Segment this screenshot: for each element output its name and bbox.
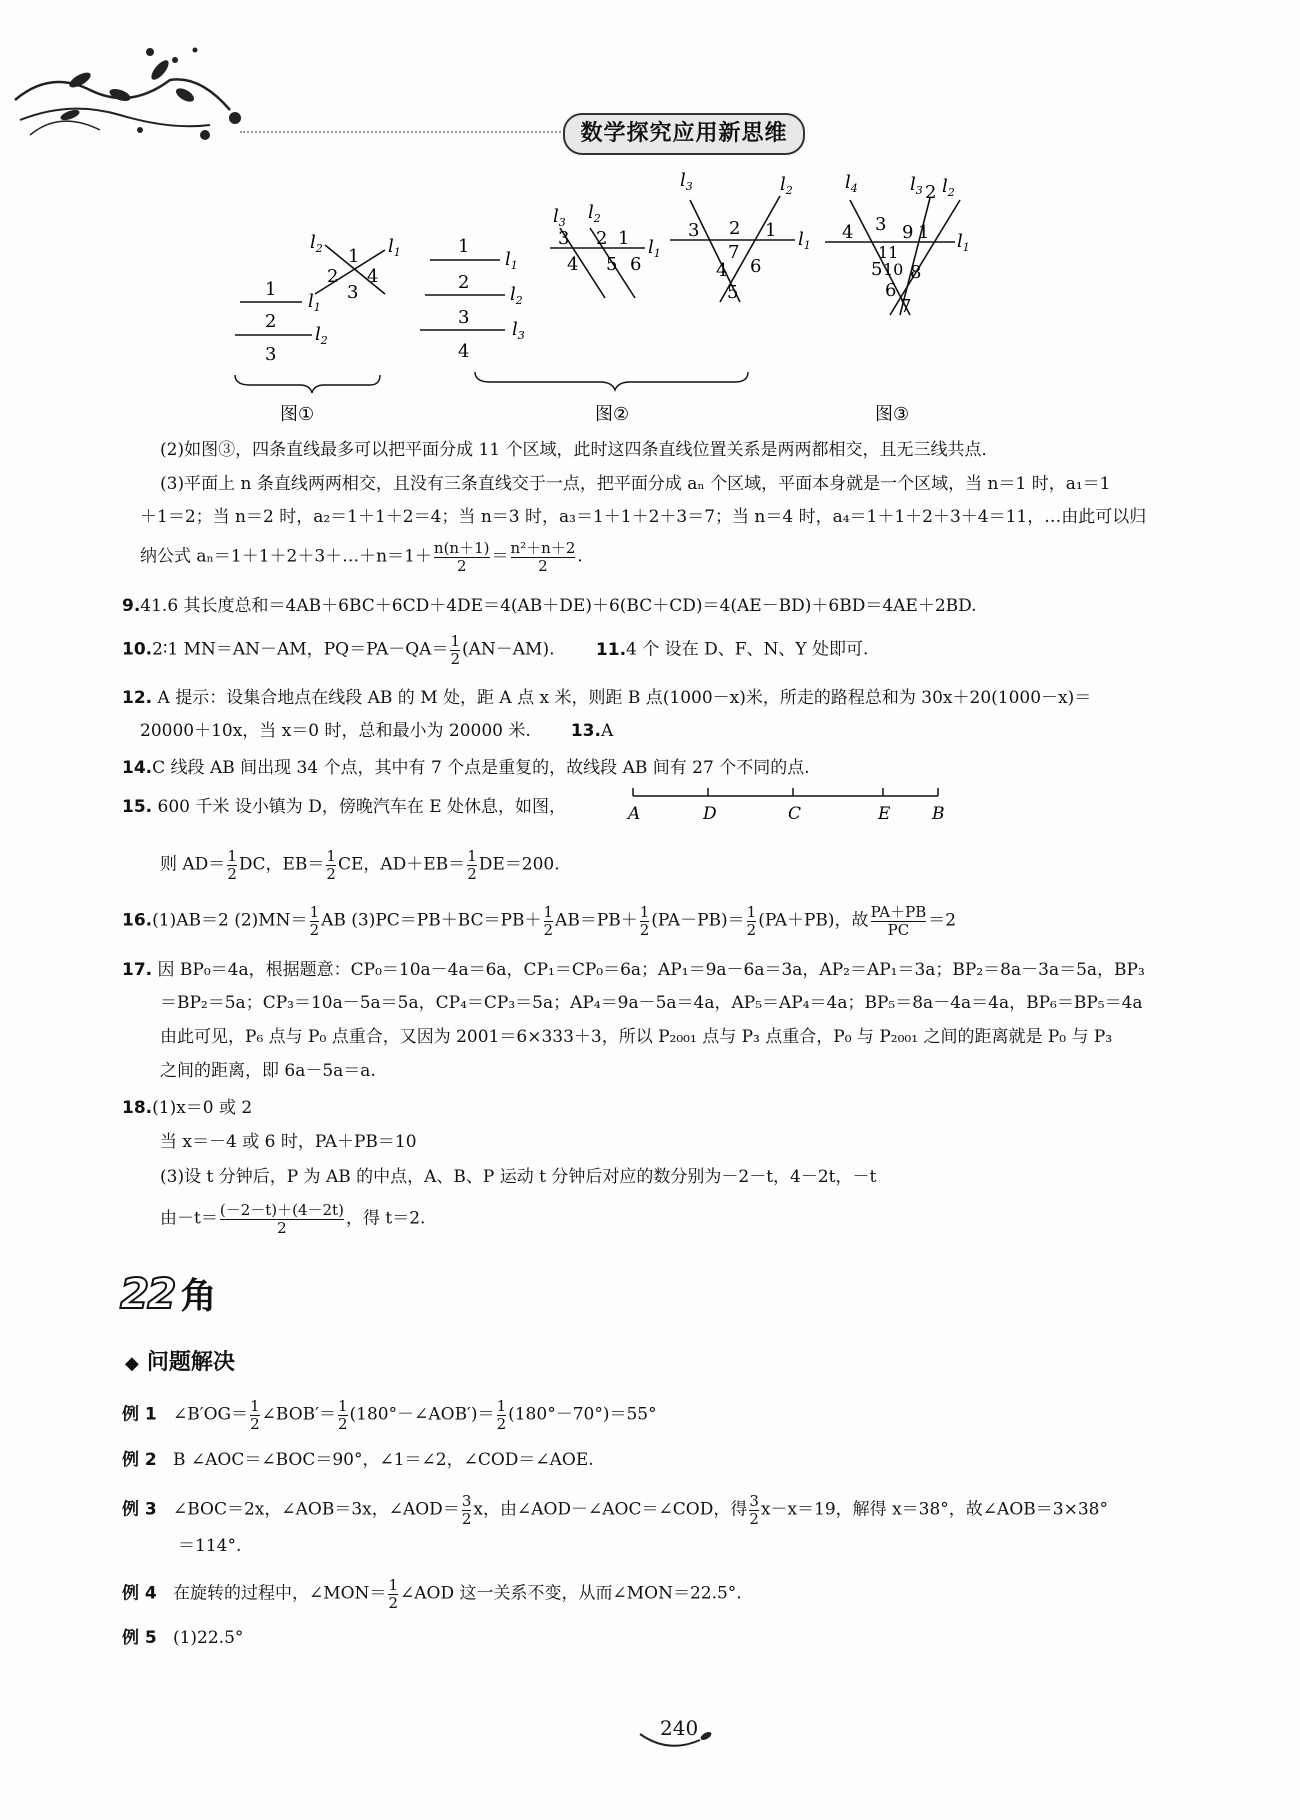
floral-vine-ornament-icon: [10, 40, 250, 160]
svg-text:7: 7: [900, 296, 912, 317]
fig2-parallel-region-1: 1: [458, 236, 470, 257]
fig2-brace: [475, 372, 748, 390]
point-a: A: [628, 804, 641, 824]
svg-text:1: 1: [918, 222, 930, 243]
point-c: C: [788, 804, 802, 824]
example-4: 例 4 在旋转的过程中，∠MON＝ $\frac{1}{2}$ ∠AOD 这一关系不变，从而∠MON＝22.5°.: [122, 1576, 742, 1612]
svg-text:3: 3: [875, 214, 887, 235]
example-5: 例 5 (1)22.5°: [122, 1628, 244, 1648]
book-title: 数学探究应用新思维: [580, 121, 788, 146]
svg-text:8: 8: [910, 262, 922, 283]
fig1-intersect-line-label-1: $l_2$: [310, 232, 323, 255]
svg-text:l4: $l_4$: [845, 172, 858, 195]
page-number: 240: [660, 1716, 699, 1740]
fig2-parallel-line-label-1: $l_1$: [505, 249, 518, 272]
fig1-parallel-region-2: 2: [265, 311, 277, 332]
example-3-line1: 例 3 ∠BOC＝2x，∠AOB＝3x，∠AOD＝ $\frac{3}{2}$ x，由∠AOD－∠AOC＝∠COD，得 $\frac{3}{2}$ x－x＝19，解得 x＝38°，故∠AOB＝3×38°: [122, 1492, 1108, 1528]
svg-text:9: 9: [902, 222, 914, 243]
answer-10-11: 10.2∶1 MN＝AN－AM，PQ＝PA－QA＝ $\frac{1}{2}$ (AN－AM). 11.4 个 设在 D、F、N、Y 处即可.: [122, 632, 869, 668]
svg-text:10: 10: [883, 260, 904, 279]
svg-text:6: 6: [885, 280, 897, 301]
line-region-figures: [220, 170, 1140, 425]
fig2-parallel-region-4: 4: [458, 341, 470, 362]
svg-text:2: 2: [925, 182, 937, 203]
answer-12-13-line2: 20000＋10x，当 x＝0 时，总和最小为 20000 米. 13.A: [140, 721, 614, 741]
fig3-caption: 图③: [875, 404, 910, 425]
point-d: D: [703, 804, 717, 824]
answer-18-line2: 当 x＝－4 或 6 时，PA＋PB＝10: [160, 1132, 417, 1152]
svg-text:4: 4: [716, 260, 728, 281]
answer-18-line1: 18.(1)x＝0 或 2: [122, 1098, 253, 1118]
answer-15-number-line: [628, 784, 948, 829]
svg-text:4: 4: [567, 254, 579, 275]
answer-8-2: (2)如图③，四条直线最多可以把平面分成 11 个区域，此时这四条直线位置关系是两两都相交，且无三线共点．: [160, 440, 999, 460]
example-2: 例 2 B ∠AOC＝∠BOC＝90°，∠1＝∠2，∠COD＝∠AOE.: [122, 1450, 594, 1470]
fig1-parallel-region-3: 3: [265, 344, 277, 365]
point-e: E: [878, 804, 891, 824]
answer-9: 9.41.6 其长度总和＝4AB＋6BC＋6CD＋4DE＝4(AB＋DE)＋6(BC＋CD)＝4(AE－BD)＋6BD＝4AE＋2BD.: [122, 596, 977, 616]
book-title-badge: [563, 113, 805, 155]
fig1-intersect-region-2: 2: [327, 266, 339, 287]
svg-text:2: 2: [729, 218, 741, 239]
answer-17-line3: 由此可见，P₆ 点与 P₀ 点重合，又因为 2001＝6×333＋3，所以 P₂₀₀₁ 点与 P₃ 点重合，P₀ 与 P₂₀₀₁ 之间的距离就是 P₀ 与 P₃: [160, 1027, 1113, 1047]
svg-text:l3: $l_3$: [553, 206, 566, 229]
answer-17-line2: ＝BP₂＝5a；CP₃＝10a－5a＝5a，CP₄＝CP₃＝5a；AP₄＝9a－5a＝4a，AP₅＝AP₄＝4a；BP₅＝8a－4a＝4a，BP₆＝BP₅＝4a: [160, 993, 1143, 1013]
diamond-bullet-icon: ◆: [125, 1353, 139, 1374]
fig1-intersect-region-4: 4: [367, 266, 379, 287]
answer-8-3-line1: (3)平面上 n 条直线两两相交，且没有三条直线交于一点，把平面分成 aₙ 个区域，平面本身就是一个区域，当 n＝1 时，a₁＝1: [160, 474, 1111, 494]
answer-12-line1: 12. A 提示：设集合地点在线段 AB 的 M 处，距 A 点 x 米，则距 B 点(1000－x)米，所走的路程总和为 30x＋20(1000－x)＝: [122, 688, 1092, 708]
section-number: 22: [120, 1269, 175, 1318]
answer-8-3-line3: 纳公式 aₙ＝1＋1＋2＋3＋…＋n＝1＋ $\frac{n(n+1)}{2}$ ＝ $\frac{\text{n²＋n＋2}}{2}$ .: [140, 539, 583, 575]
answer-17-line1: 17. 因 BP₀＝4a，根据题意：CP₀＝10a－4a＝6a，CP₁＝CP₀＝6a；AP₁＝9a－6a＝3a，AP₂＝AP₁＝3a；BP₂＝8a－3a＝5a，BP₃: [122, 960, 1145, 980]
svg-text:l3: $l_3$: [910, 174, 923, 197]
point-b: B: [932, 804, 945, 824]
answer-18-line4: 由－t＝ $\frac{(-2-t)+(4-2t)}{2}$ ，得 t＝2.: [160, 1201, 426, 1237]
svg-text:3: 3: [688, 220, 700, 241]
fig2-parallel-region-2: 2: [458, 272, 470, 293]
fig1-intersect-region-3: 3: [347, 282, 359, 303]
svg-text:5: 5: [727, 282, 739, 303]
fig2-parallel-line-label-3: $l_3$: [512, 319, 525, 342]
svg-text:l1: $l_1$: [648, 237, 661, 260]
answer-15-equation: 则 AD＝ $\frac{1}{2}$ DC，EB＝ $\frac{1}{2}$ CE，AD＋EB＝ $\frac{1}{2}$ DE＝200.: [160, 847, 560, 883]
svg-text:1: 1: [765, 220, 777, 241]
svg-text:3: 3: [558, 228, 570, 249]
svg-text:6: 6: [630, 254, 642, 275]
svg-text:l1: $l_1$: [798, 229, 811, 252]
swoosh-ornament-icon: [638, 1728, 718, 1754]
answer-17-line4: 之间的距离，即 6a－5a＝a.: [160, 1061, 376, 1081]
answer-16: 16.(1)AB＝2 (2)MN＝ $\frac{1}{2}$ AB (3)PC＝PB＋BC＝PB＋ $\frac{1}{2}$ AB＝PB＋ $\frac{1}{2}$ (PA－PB)＝ $\frac{1}{2}$ (PA＋PB)，故 $\frac{PA+PB}{PC}$ ＝2: [122, 903, 957, 939]
section-title: 角: [180, 1276, 217, 1317]
fig1-caption: 图①: [280, 404, 315, 425]
answer-18-line3: (3)设 t 分钟后，P 为 AB 的中点，A、B、P 运动 t 分钟后对应的数分别为－2－t，4－2t，－t: [160, 1167, 877, 1187]
svg-text:11: 11: [878, 243, 899, 262]
fig1-parallel-region-1: 1: [265, 279, 277, 300]
svg-text:l2: $l_2$: [588, 202, 601, 225]
answer-8-3-line2: ＋1＝2；当 n＝2 时，a₂＝1＋1＋2＝4；当 n＝3 时，a₃＝1＋1＋2＋3＝7；当 n＝4 时，a₄＝1＋1＋2＋3＋4＝11，…由此可以归: [140, 507, 1147, 527]
fig1-parallel-line-label-2: $l_2$: [315, 324, 328, 347]
section-heading: [120, 1268, 216, 1319]
answer-15: 15. 600 千米 设小镇为 D，傍晚汽车在 E 处休息，如图，: [122, 797, 567, 817]
fig1-intersect-region-1: 1: [348, 246, 360, 267]
fig2-parallel-line-label-2: $l_2$: [510, 284, 523, 307]
svg-text:5: 5: [606, 254, 618, 275]
svg-text:4: 4: [842, 222, 854, 243]
svg-text:l2: $l_2$: [780, 174, 793, 197]
fig1-brace: [235, 375, 380, 393]
fig2-caption: 图②: [595, 404, 630, 425]
fig1-parallel-line-label-1: $l_1$: [308, 291, 321, 314]
fig1-intersect-line-label-2: $l_1$: [388, 236, 401, 259]
svg-text:2: 2: [596, 228, 608, 249]
example-1: 例 1 ∠B′OG＝ $\frac{1}{2}$ ∠BOB′＝ $\frac{1}{2}$ (180°－∠AOB′)＝ $\frac{1}{2}$ (180°－70°)＝55°: [122, 1397, 657, 1433]
svg-text:5: 5: [871, 259, 883, 280]
svg-text:l2: $l_2$: [942, 176, 955, 199]
example-3-line2: ＝114°.: [178, 1536, 242, 1556]
svg-text:7: 7: [728, 242, 740, 263]
problem-solving-heading: ◆ 问题解决: [125, 1350, 235, 1375]
svg-text:1: 1: [618, 228, 630, 249]
answer-14: 14.C 线段 AB 间出现 34 个点，其中有 7 个点是重复的，故线段 AB 间有 27 个不同的点.: [122, 758, 810, 778]
fig2-parallel-region-3: 3: [458, 307, 470, 328]
svg-text:6: 6: [750, 256, 762, 277]
svg-text:l1: $l_1$: [957, 231, 970, 254]
svg-text:l3: $l_3$: [680, 170, 693, 193]
